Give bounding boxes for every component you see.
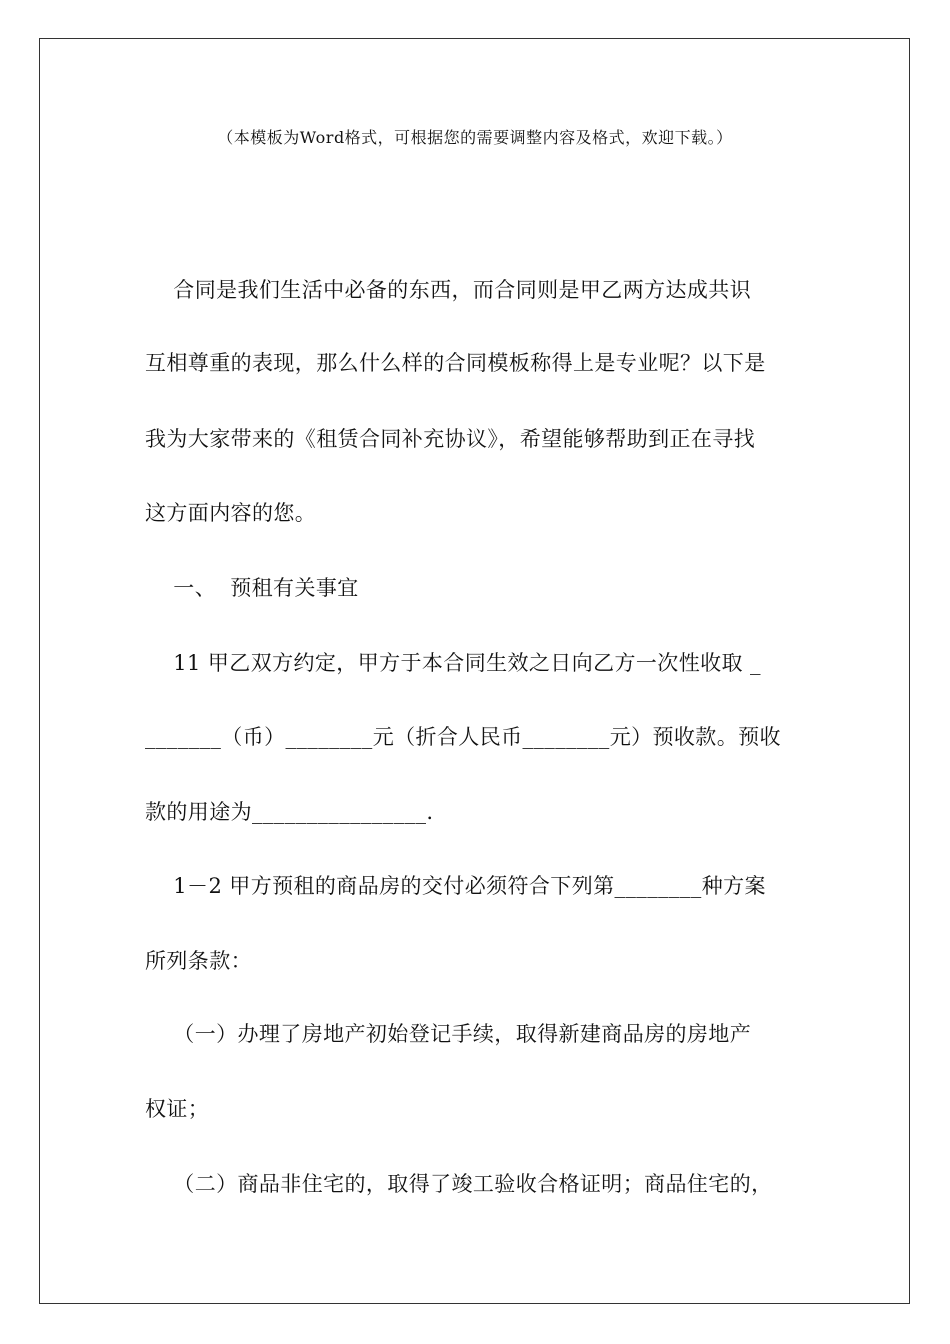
section-heading-1: 一、 预租有关事宜 [145, 576, 359, 600]
body-line-2: 互相尊重的表现，那么什么样的合同模板称得上是专业呢？以下是 [145, 351, 766, 375]
template-notice: （本模板为Word格式，可根据您的需要调整内容及格式，欢迎下载。） [217, 128, 733, 147]
body-line-4: 这方面内容的您。 [145, 501, 317, 525]
body-line-1: 合同是我们生活中必备的东西，而合同则是甲乙两方达成共识 [145, 278, 752, 302]
item-2-line-1: （二）商品非住宅的，取得了竣工验收合格证明；商品住宅的， [145, 1172, 773, 1196]
body-line-3: 我为大家带来的《租赁合同补充协议》，希望能够帮助到正在寻找 [145, 427, 756, 451]
clause-1-2-line-2: 所列条款： [145, 949, 252, 973]
clause-1-1-line-3: 款的用途为________________. [145, 800, 434, 824]
item-1-line-2: 权证； [145, 1097, 210, 1121]
clause-1-1-line-2: _______（币）________元（折合人民币________元）预收款。预收 [145, 725, 781, 749]
clause-1-2-line-1: 1－2 甲方预租的商品房的交付必须符合下列第________种方案 [145, 874, 766, 898]
item-1-line-1: （一）办理了房地产初始登记手续，取得新建商品房的房地产 [145, 1022, 752, 1046]
clause-1-1-line-1: 11 甲乙双方约定，甲方于本合同生效之日向乙方一次性收取 _ [145, 651, 761, 675]
